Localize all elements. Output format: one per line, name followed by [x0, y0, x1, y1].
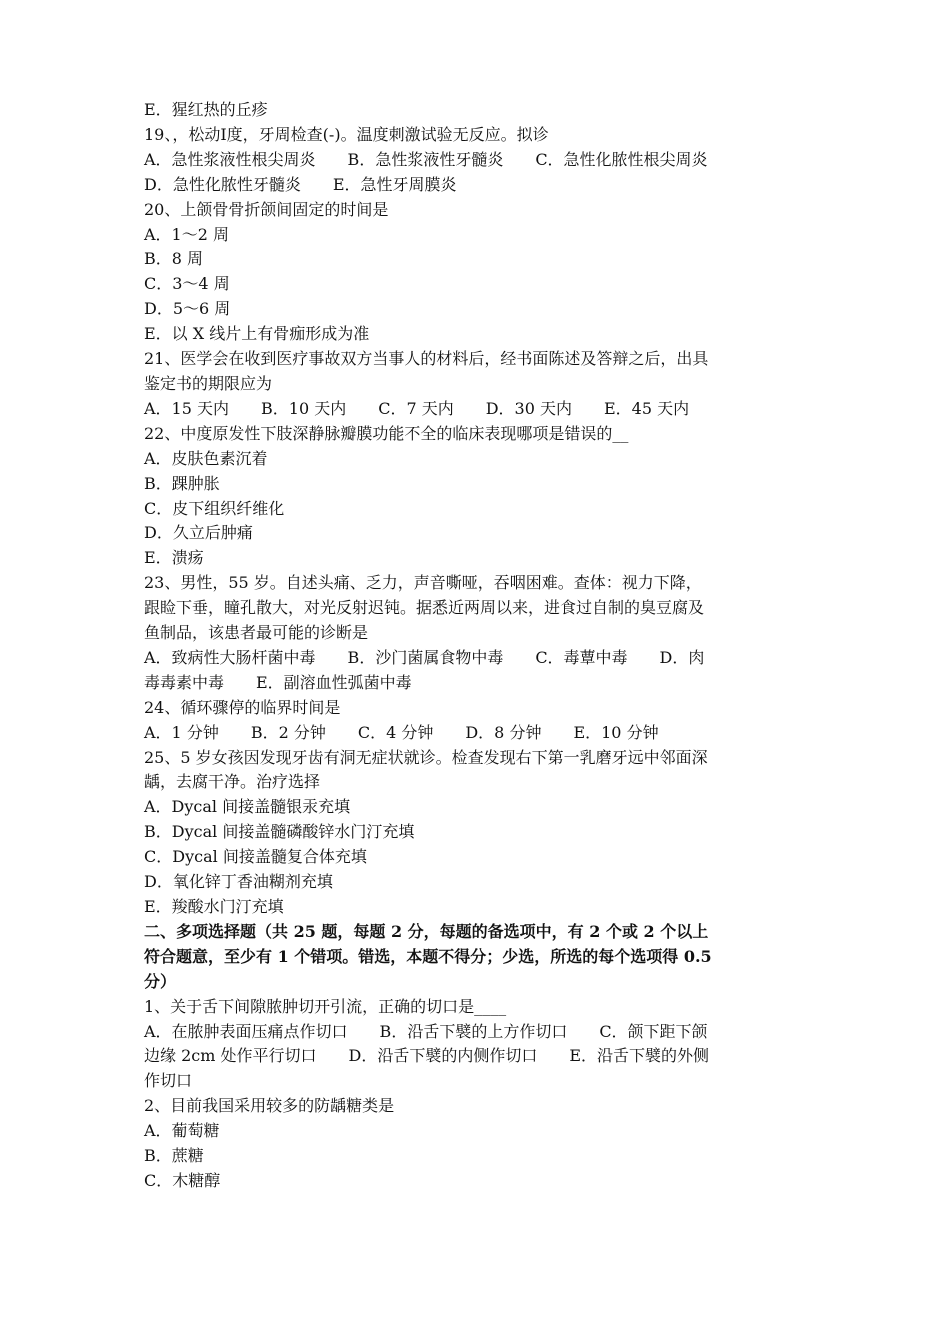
question-20-option-e: E．以 X 线片上有骨痂形成为准 [144, 324, 370, 344]
mq-2-stem: 2、目前我国采用较多的防龋糖类是 [144, 1096, 395, 1116]
question-25-option-e: E．羧酸水门汀充填 [144, 897, 284, 916]
question-19-options-2: D．急性化脓性牙髓炎 E．急性牙周膜炎 [144, 174, 457, 194]
question-19-stem: 19、，松动Ⅰ度，牙周检查(-)。温度刺激试验无反应。拟诊 [144, 124, 549, 144]
question-22-option-e: E．溃疡 [144, 548, 204, 568]
section-2-heading-1: 二、多项选择题（共 25 题，每题 2 分，每题的备选项中，有 2 个或 2 个以上 [144, 921, 709, 941]
question-24-stem: 24、循环骤停的临界时间是 [144, 697, 341, 717]
question-25-stem-2: 龋，去腐干净。治疗选择 [144, 772, 321, 792]
question-20-stem: 20、上颌骨骨折颌间固定的时间是 [144, 199, 389, 219]
question-25-option-a: A．Dycal 间接盖髓银汞充填 [144, 797, 351, 817]
question-22-option-b: B．踝肿胀 [144, 473, 220, 493]
section-2-heading-3: 分） [144, 971, 177, 991]
question-22-option-a: A．皮肤色素沉着 [144, 448, 268, 468]
mq-2-option-a: A．葡萄糖 [144, 1121, 220, 1141]
question-23-stem-2: 跟睑下垂，瞳孔散大，对光反射迟钝。据悉近两周以来，进食过自制的臭豆腐及 [144, 598, 705, 618]
mq-1-options-3: 作切口 [144, 1071, 193, 1091]
option-e-scarlet-fever: E．猩红热的丘疹 [144, 100, 268, 119]
question-20-option-b: B．8 周 [144, 249, 204, 269]
question-25-option-c: C．Dycal 间接盖髓复合体充填 [144, 847, 367, 867]
question-22-option-d: D．久立后肿痛 [144, 523, 253, 543]
question-22-stem: 22、中度原发性下肢深静脉瓣膜功能不全的临床表现哪项是错误的__ [144, 423, 629, 443]
mq-1-stem: 1、关于舌下间隙脓肿切开引流，正确的切口是____ [144, 996, 507, 1016]
question-23-options-1: A．致病性大肠杆菌中毒 B．沙门菌属食物中毒 C．毒蕈中毒 D．肉 [144, 647, 705, 667]
question-20-option-a: A．1～2 周 [144, 224, 230, 244]
mq-1-options-2: 边缘 2cm 处作平行切口 D．沿舌下襞的内侧作切口 E．沿舌下襞的外侧 [144, 1046, 709, 1066]
question-20-option-d: D．5～6 周 [144, 299, 231, 319]
mq-1-options-1: A．在脓肿表面压痛点作切口 B．沿舌下襞的上方作切口 C．颌下距下颌 [144, 1021, 708, 1041]
question-21-options: A．15 天内 B．10 天内 C．7 天内 D．30 天内 E．45 天内 [144, 398, 690, 418]
question-25-option-d: D．氧化锌丁香油糊剂充填 [144, 872, 333, 892]
section-2-heading-2: 符合题意，至少有 1 个错项。错选，本题不得分；少选，所选的每个选项得 0.5 [144, 946, 712, 966]
question-23-stem-3: 鱼制品，该患者最可能的诊断是 [144, 623, 369, 643]
question-24-options: A．1 分钟 B．2 分钟 C．4 分钟 D．8 分钟 E．10 分钟 [144, 722, 659, 742]
question-25-option-b: B．Dycal 间接盖髓磷酸锌水门汀充填 [144, 822, 415, 842]
question-23-stem-1: 23、男性，55 岁。自述头痛、乏力，声音嘶哑，吞咽困难。查体：视力下降， [144, 573, 702, 593]
question-19-options-1: A．急性浆液性根尖周炎 B．急性浆液性牙髓炎 C．急性化脓性根尖周炎 [144, 149, 708, 169]
question-25-stem-1: 25、5 岁女孩因发现牙齿有洞无症状就诊。检查发现右下第一乳磨牙远中邻面深 [144, 747, 708, 767]
mq-2-option-b: B．蔗糖 [144, 1146, 204, 1166]
question-23-options-2: 毒毒素中毒 E．副溶血性弧菌中毒 [144, 672, 412, 692]
question-21-stem-2: 鉴定书的期限应为 [144, 373, 273, 393]
question-22-option-c: C．皮下组织纤维化 [144, 498, 285, 518]
question-21-stem-1: 21、医学会在收到医疗事故双方当事人的材料后，经书面陈述及答辩之后，出具 [144, 349, 709, 369]
question-20-option-c: C．3～4 周 [144, 274, 230, 294]
document-page [144, 98, 814, 1194]
mq-2-option-c: C．木糖醇 [144, 1170, 221, 1190]
